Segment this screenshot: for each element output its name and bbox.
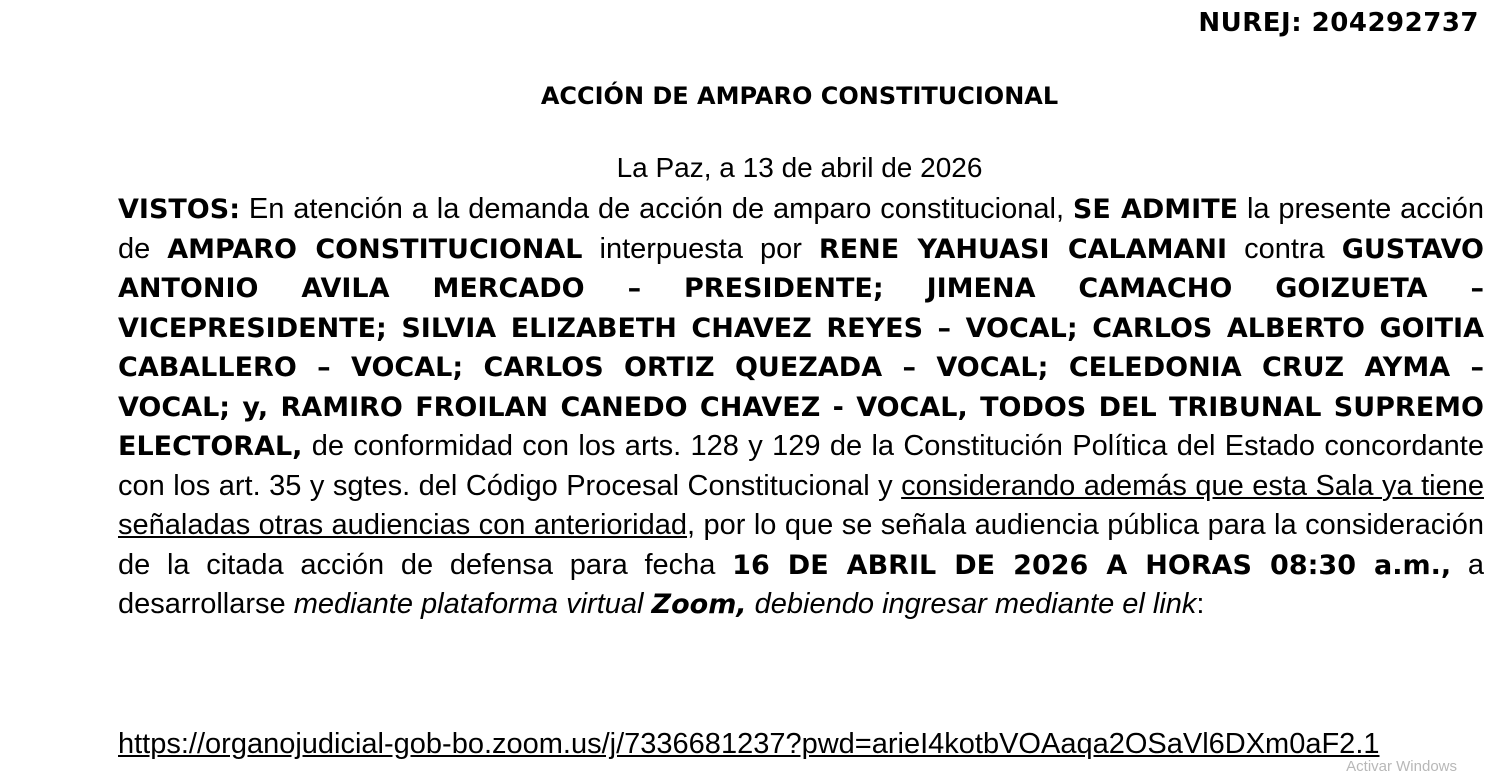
body-text-segment: En atención a la demanda de acción de amparo constitucional,: [240, 193, 1073, 225]
body-text-segment: contra: [1227, 232, 1342, 265]
action-type: AMPARO CONSTITUCIONAL: [167, 233, 583, 265]
body-text-segment: a desarrollarse: [118, 548, 1484, 620]
body-text-segment: interpuesta por: [582, 232, 819, 265]
plaintiff-name: RENE YAHUASI CALAMANI: [818, 233, 1228, 265]
place-date: La Paz, a 13 de abril de 2026: [616, 152, 983, 183]
vistos-label: VISTOS:: [118, 194, 241, 225]
body-text-segment: , por lo que se señala audiencia pública para la consideración de la citada acción de defensa para fecha: [118, 509, 1485, 581]
platform-name: Zoom,: [651, 589, 747, 620]
body-text-segment: de conformidad con los arts. 128 y 129 de la Constitución Política del Estado concordante con los art. 35 y sgtes. del Código Procesal Constitucional y: [118, 430, 1484, 502]
link-instruction: debiendo ingresar mediante el link: [746, 588, 1197, 620]
body-text-segment: la presente acción de: [118, 193, 1484, 265]
document-title: ACCIÓN DE AMPARO CONSTITUCIONAL: [540, 82, 1059, 110]
activation-watermark: Activar Windows: [1346, 758, 1457, 775]
document-body: [118, 190, 1484, 625]
platform-phrase: mediante plataforma virtual: [293, 588, 652, 620]
body-text-segment: :: [1196, 588, 1205, 620]
hearing-date: 16 DE ABRIL DE 2026 A HORAS 08:30 a.m.,: [732, 549, 1452, 581]
admission-phrase: SE ADMITE: [1072, 194, 1239, 225]
defendants-list: GUSTAVO ANTONIO AVILA MERCADO – PRESIDENTE; JIMENA CAMACHO GOIZUETA – VICEPRESIDENTE; SILVIA ELIZABETH CHAVEZ REYES – VOCAL; CARLOS ALBERTO GOITIA CABALLERO – VOCAL; CARLOS ORTIZ QUEZADA – VOCAL; CELEDONIA CRUZ AYMA – VOCAL; y, RAMIRO FROILAN CANEDO CHAVEZ - VOCAL, TODOS DEL TRIBUNAL SUPREMO ELECTORAL,: [118, 233, 1484, 462]
underlined-clause: considerando además que esta Sala ya tiene señaladas otras audiencias con anterioridad: [118, 469, 1484, 541]
zoom-meeting-link[interactable]: https://organojudicial-gob-bo.zoom.us/j/7336681237?pwd=arieI4kotbVOAaqa2OSaVl6DXm0aF2.1: [118, 728, 1380, 760]
nurej-number: NUREJ: 204292737: [1198, 8, 1479, 38]
